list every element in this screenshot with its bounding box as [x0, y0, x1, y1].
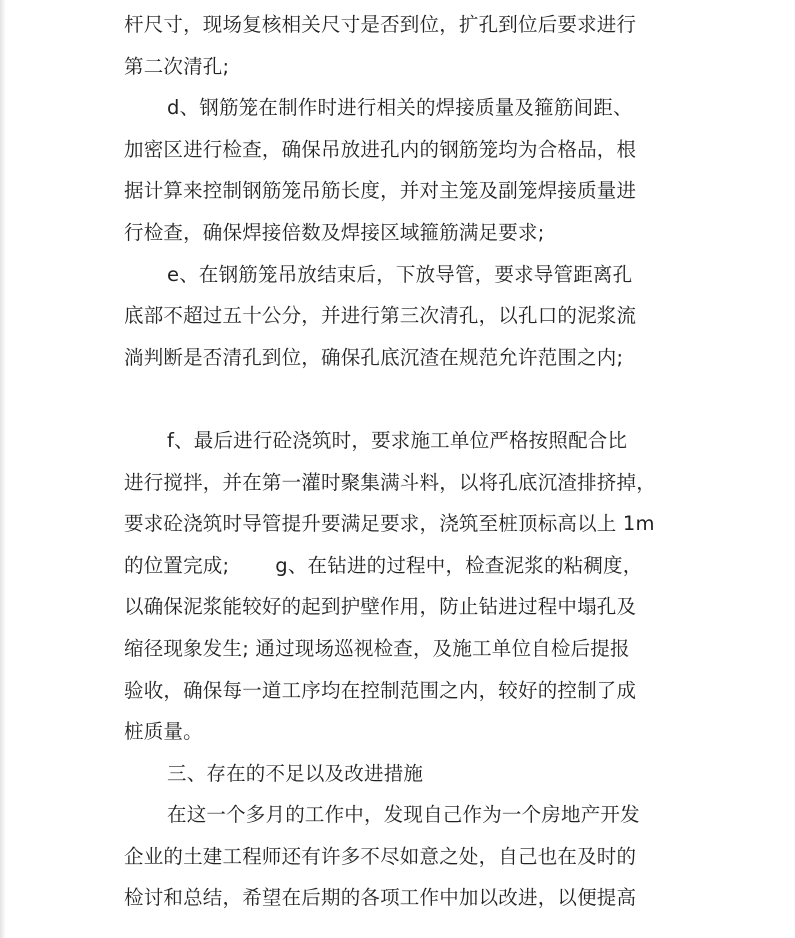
text-line: 行检查，确保焊接倍数及焊接区域箍筋满足要求;	[124, 220, 545, 244]
blank-line	[124, 378, 689, 420]
document-body	[124, 4, 689, 919]
text-line: 杆尺寸，现场复核相关尺寸是否到位，扩孔到位后要求进行	[124, 13, 637, 36]
text-segment: 的位置完成;	[124, 553, 230, 577]
text-line: 要求砼浇筑时导管提升要满足要求，浇筑至桩顶标高以上 1m	[124, 512, 655, 536]
text-line: 缩径现象发生; 通过现场巡视检查，及施工单位自检后提报	[124, 636, 630, 660]
text-line: 验收，确保每一道工序均在控制范围之内，较好的控制了成	[124, 678, 637, 702]
text-line: 据计算来控制钢筋笼吊筋长度，并对主笼及副笼焊接质量进	[124, 179, 637, 203]
text-line: 检讨和总结，希望在后期的各项工作中加以改进，以便提高	[124, 886, 637, 910]
text-line: 企业的土建工程师还有许多不尽如意之处，自己也在及时的	[124, 844, 637, 868]
text-line: f、最后进行砼浇筑时，要求施工单位严格按照配合比	[167, 428, 628, 452]
text-line: 进行搅拌，并在第一灌时聚集满斗料，以将孔底沉渣排挤掉，	[124, 470, 656, 494]
text-line: 淌判断是否清孔到位，确保孔底沉渣在规范允许范围之内;	[124, 345, 624, 369]
text-line: d、钢筋笼在制作时进行相关的焊接质量及箍筋间距、	[167, 96, 633, 120]
text-line: 第二次清孔;	[124, 54, 230, 78]
text-line-combined	[124, 545, 689, 587]
text-line: 以确保泥浆能较好的起到护壁作用，防止钻进过程中塌孔及	[124, 595, 637, 619]
text-line: 桩质量。	[124, 720, 203, 744]
text-line: e、在钢筋笼吊放结束后，下放导管，要求导管距离孔	[167, 262, 633, 286]
text-line: 底部不超过五十公分，并进行第三次清孔，以孔口的泥浆流	[124, 304, 637, 328]
text-line: 在这一个多月的工作中，发现自己作为一个房地产开发	[167, 803, 640, 827]
section-heading: 三、存在的不足以及改进措施	[167, 761, 424, 785]
text-line: 加密区进行检查，确保吊放进孔内的钢筋笼均为合格品，根	[124, 137, 637, 161]
text-segment: g、在钻进的过程中，检查泥浆的粘稠度，	[275, 553, 643, 577]
page-edge-shadow	[0, 0, 6, 938]
